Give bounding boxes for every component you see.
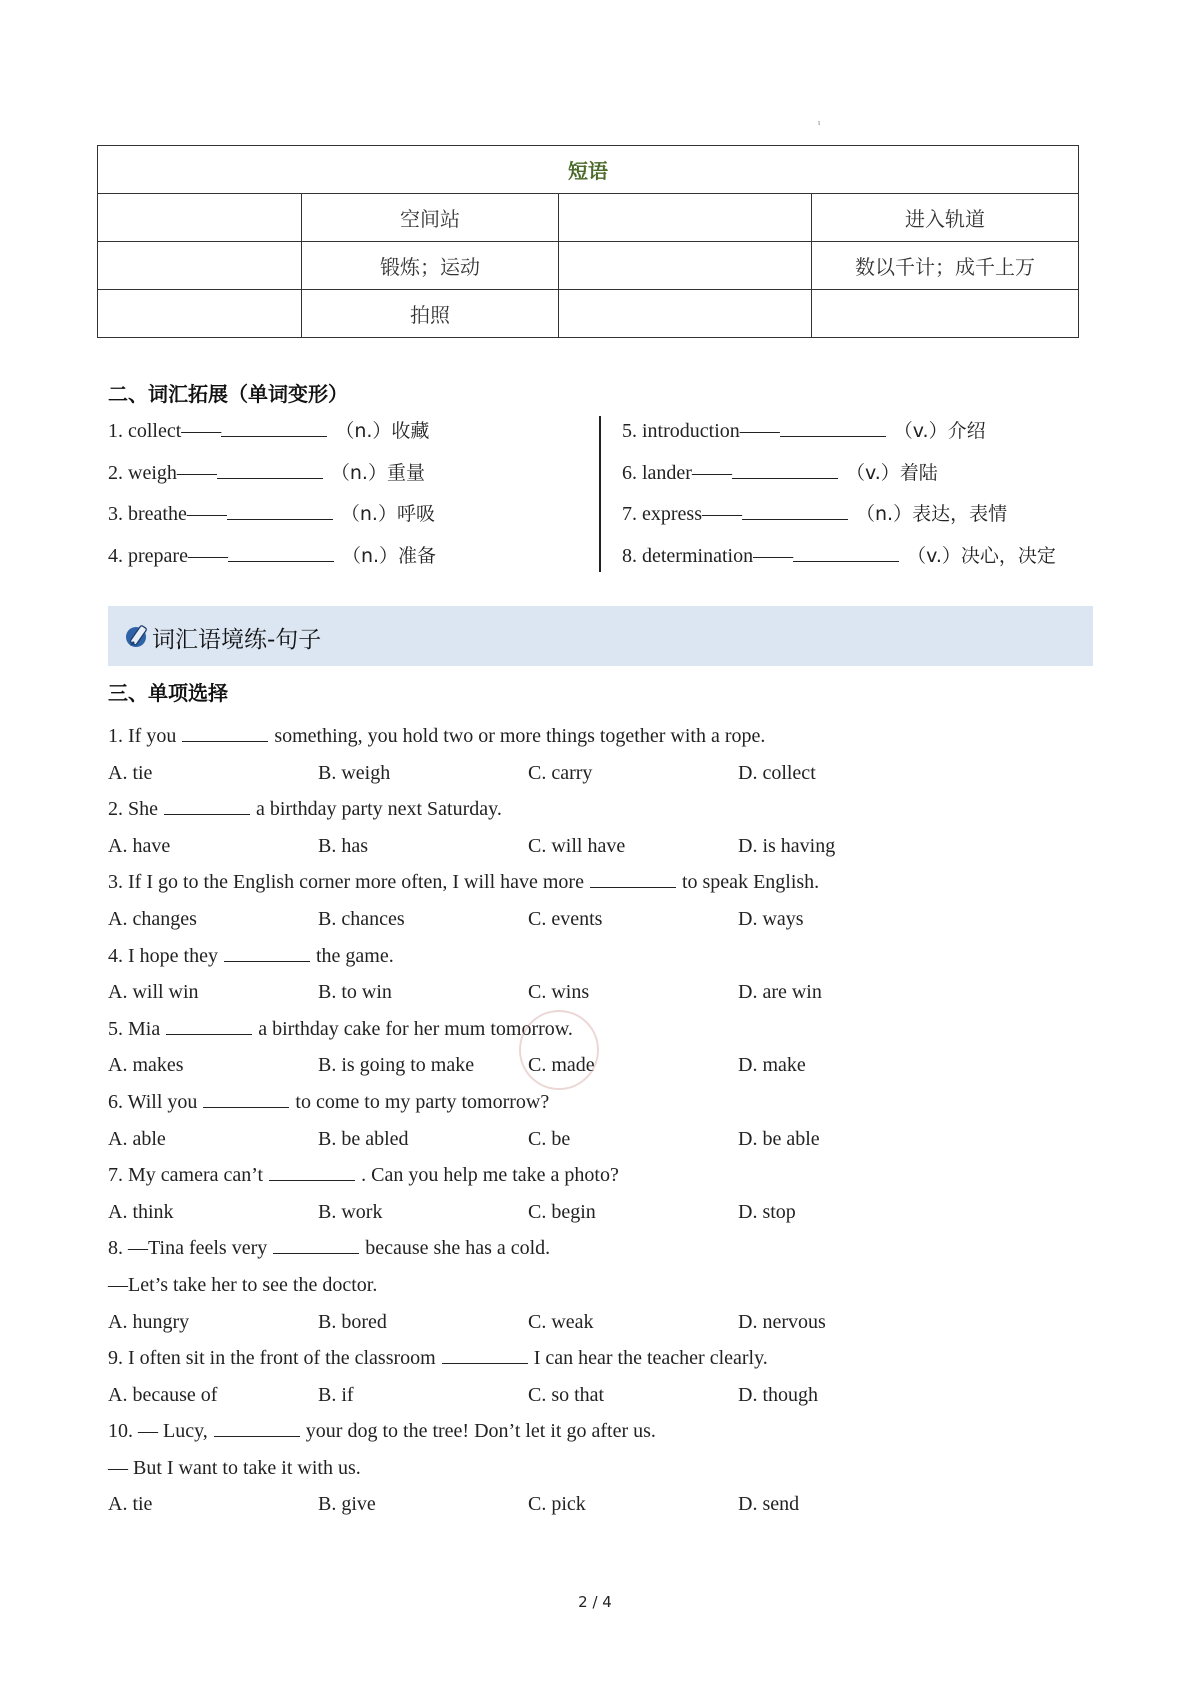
question-text: because she has a cold.: [365, 1237, 551, 1260]
answer-option[interactable]: A. will win: [108, 981, 199, 1004]
answer-blank[interactable]: [793, 543, 899, 562]
question-stem: [108, 1157, 1088, 1194]
options-row: [108, 1486, 1088, 1523]
corner-mark: ι: [818, 118, 821, 127]
answer-blank[interactable]: [442, 1345, 528, 1364]
answer-blank[interactable]: [217, 460, 323, 479]
options-row: [108, 828, 1088, 865]
section3-title: 三、单项选择: [108, 681, 228, 705]
answer-option[interactable]: B. give: [318, 1493, 376, 1516]
answer-option[interactable]: B. be abled: [318, 1127, 409, 1150]
word-form-left-column: [108, 416, 436, 582]
question-stem: [108, 1084, 1088, 1121]
dialogue-line: — But I want to take it with us.: [108, 1456, 361, 1479]
options-row: [108, 1304, 1088, 1341]
answer-option[interactable]: A. think: [108, 1200, 174, 1223]
answer-blank[interactable]: [166, 1016, 252, 1035]
question-text: 7. My camera can’t: [108, 1164, 264, 1187]
answer-option[interactable]: C. pick: [528, 1493, 586, 1516]
answer-option[interactable]: C. so that: [528, 1383, 605, 1406]
answer-blank[interactable]: [203, 1089, 289, 1108]
options-row: [108, 755, 1088, 792]
answer-option[interactable]: B. work: [318, 1200, 383, 1223]
question-text: 3. If I go to the English corner more often, I will have more: [108, 871, 584, 894]
question-text: 10. — Lucy,: [108, 1420, 208, 1443]
question-text: 5. Mia: [108, 1017, 161, 1040]
question-text: the game.: [315, 944, 394, 967]
section2-title: 二、词汇拓展（单词变形）: [108, 382, 348, 406]
phrase-cell[interactable]: [98, 290, 302, 338]
question-text: 9. I often sit in the front of the classroom: [108, 1347, 436, 1370]
answer-option[interactable]: A. tie: [108, 1493, 153, 1516]
word-form-item: 1. collect—— （n.）收藏: [108, 420, 430, 442]
phrase-cell: 拍照: [302, 290, 559, 338]
answer-option[interactable]: A. makes: [108, 1054, 184, 1077]
phrase-cell: 数以千计；成千上万: [812, 242, 1079, 290]
question-text: 1. If you: [108, 725, 177, 747]
question-stem: [108, 1413, 1088, 1450]
answer-option[interactable]: B. is going to make: [318, 1054, 475, 1077]
answer-option[interactable]: D. stop: [738, 1200, 796, 1223]
word-form-item: 2. weigh—— （n.）重量: [108, 461, 425, 484]
answer-option[interactable]: C. carry: [528, 761, 593, 784]
answer-option[interactable]: C. be: [528, 1127, 571, 1150]
answer-option[interactable]: A. tie: [108, 761, 153, 784]
answer-option[interactable]: D. make: [738, 1054, 806, 1077]
options-row: [108, 974, 1088, 1011]
word-form-item: 8. determination—— （v.）决心，决定: [622, 544, 1056, 567]
phrase-cell[interactable]: [812, 290, 1079, 338]
dialogue-line: —Let’s take her to see the doctor.: [108, 1273, 378, 1296]
answer-option[interactable]: A. because of: [108, 1383, 218, 1406]
word-form-item: 5. introduction—— （v.）介绍: [622, 420, 986, 442]
word-form-item: 3. breathe—— （n.）呼吸: [108, 503, 435, 525]
answer-option[interactable]: B. has: [318, 834, 368, 857]
question-stem: [108, 864, 1088, 901]
word-form-right-column: [622, 416, 1056, 582]
question-text: . Can you help me take a photo?: [361, 1164, 619, 1187]
page-number: 2 / 4: [578, 1593, 612, 1611]
phrase-cell[interactable]: [98, 242, 302, 290]
answer-option[interactable]: A. have: [108, 834, 171, 857]
options-row: [108, 901, 1088, 938]
question-stem: [108, 718, 1088, 755]
phrase-cell: 空间站: [302, 194, 559, 242]
watermark-stamp: [519, 1010, 599, 1090]
answer-option[interactable]: C. weak: [528, 1310, 594, 1333]
phrase-cell[interactable]: [559, 290, 812, 338]
question-text: to come to my party tomorrow?: [295, 1090, 550, 1113]
answer-option[interactable]: B. weigh: [318, 761, 391, 784]
answer-blank[interactable]: [273, 1235, 359, 1254]
answer-option[interactable]: C. begin: [528, 1200, 596, 1223]
column-divider: [599, 416, 601, 572]
answer-option[interactable]: A. changes: [108, 907, 197, 930]
answer-option[interactable]: B. chances: [318, 907, 405, 930]
answer-option[interactable]: C. wins: [528, 981, 590, 1004]
pen-icon: [125, 622, 151, 650]
options-row: [108, 1121, 1088, 1158]
answer-blank[interactable]: [224, 943, 310, 962]
answer-option[interactable]: D. send: [738, 1493, 800, 1516]
question-text: 8. —Tina feels very: [108, 1237, 268, 1260]
answer-option[interactable]: D. though: [738, 1383, 818, 1406]
phrase-cell: 进入轨道: [812, 194, 1079, 242]
question-text: 2. She: [108, 798, 158, 821]
phrase-cell[interactable]: [559, 242, 812, 290]
answer-option[interactable]: B. bored: [318, 1310, 387, 1333]
answer-blank[interactable]: [590, 869, 676, 888]
answer-option[interactable]: D. be able: [738, 1127, 820, 1150]
answer-option[interactable]: C. events: [528, 907, 603, 930]
word-form-item: 4. prepare—— （n.）准备: [108, 544, 437, 567]
answer-blank[interactable]: [227, 501, 333, 520]
answer-blank[interactable]: [269, 1162, 355, 1181]
word-form-item: 7. express—— （n.）表达，表情: [622, 503, 1008, 525]
question-text: 4. I hope they: [108, 944, 218, 967]
answer-option[interactable]: D. are win: [738, 981, 822, 1004]
question-text: a birthday party next Saturday.: [256, 798, 502, 821]
question-stem: [108, 938, 1088, 975]
answer-option[interactable]: D. ways: [738, 907, 804, 930]
banner-title: 词汇语境练-句子: [152, 627, 322, 653]
question-stem: [108, 791, 1088, 828]
multiple-choice-list: [108, 718, 1088, 1523]
question-stem: [108, 1230, 1088, 1267]
answer-option[interactable]: D. is having: [738, 834, 836, 857]
question-text: your dog to the tree! Don’t let it go after us.: [305, 1420, 656, 1443]
question-text: a birthday cake for her mum tomorrow.: [258, 1017, 573, 1040]
answer-option[interactable]: A. able: [108, 1127, 166, 1150]
answer-blank[interactable]: [221, 418, 327, 437]
phrase-table: [97, 145, 1079, 338]
options-row: [108, 1377, 1088, 1414]
section-banner: [108, 606, 1093, 666]
question-text: to speak English.: [681, 871, 820, 894]
answer-blank[interactable]: [214, 1418, 300, 1437]
answer-blank[interactable]: [732, 460, 838, 479]
answer-option[interactable]: D. collect: [738, 761, 816, 784]
answer-blank[interactable]: [182, 723, 268, 742]
phrase-cell: 锻炼；运动: [302, 242, 559, 290]
answer-blank[interactable]: [780, 418, 886, 437]
answer-blank[interactable]: [164, 796, 250, 815]
options-row: [108, 1194, 1088, 1231]
word-form-item: 6. lander—— （v.）着陆: [622, 461, 938, 484]
answer-option[interactable]: B. to win: [318, 981, 392, 1004]
answer-option[interactable]: A. hungry: [108, 1310, 190, 1333]
question-text: 6. Will you: [108, 1090, 198, 1113]
question-text: something, you hold two or more things together with a rope.: [274, 725, 766, 747]
answer-blank[interactable]: [742, 501, 848, 520]
phrase-cell[interactable]: [98, 194, 302, 242]
phrase-cell[interactable]: [559, 194, 812, 242]
answer-option[interactable]: B. if: [318, 1383, 354, 1406]
answer-option[interactable]: C. made: [528, 1054, 595, 1077]
question-stem: [108, 1340, 1088, 1377]
answer-option[interactable]: C. will have: [528, 834, 626, 857]
phrase-table-header: 短语: [98, 146, 1079, 194]
answer-blank[interactable]: [228, 543, 334, 562]
answer-option[interactable]: D. nervous: [738, 1310, 826, 1333]
question-text: I can hear the teacher clearly.: [533, 1347, 768, 1370]
